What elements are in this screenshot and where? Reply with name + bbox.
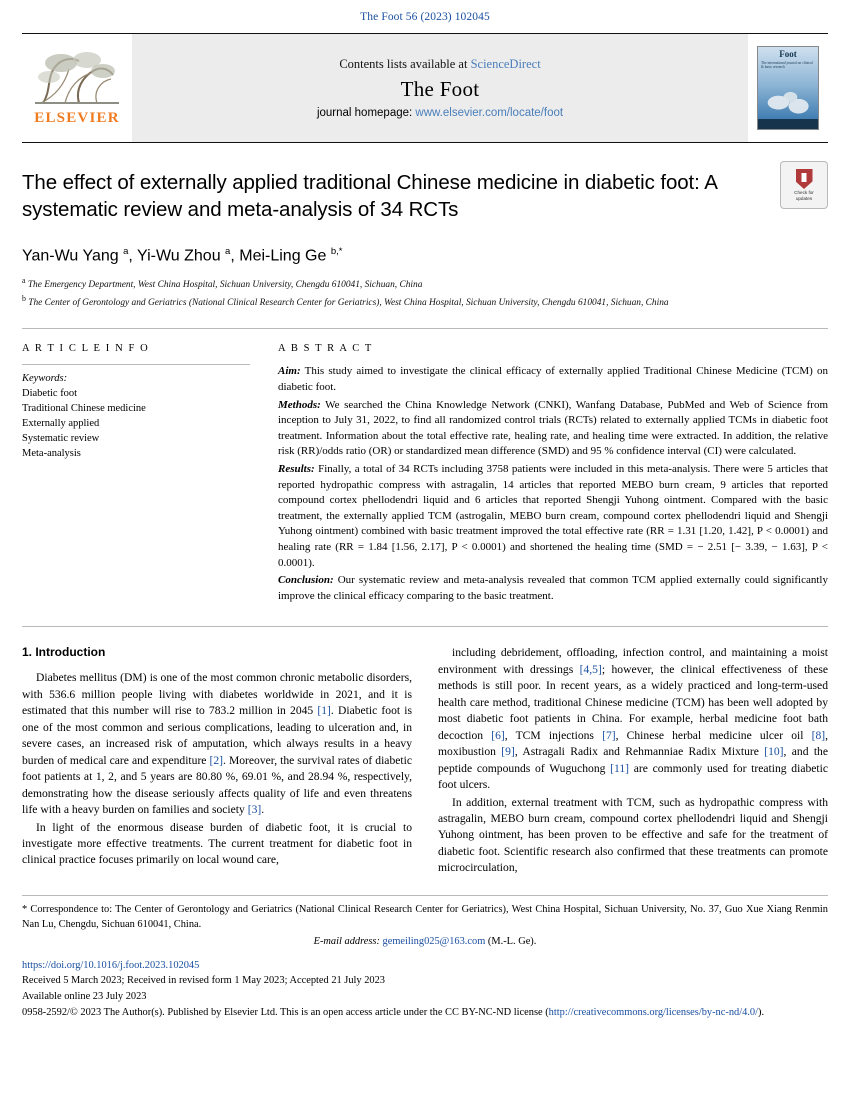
body-column-left <box>22 645 412 876</box>
crossmark-badge[interactable] <box>780 161 828 209</box>
paragraph: In light of the enormous disease burden of diabetic foot, it is crucial to investigate more effective treatments. The current treatment for diabetic foot in clinical practice focuses primarily on local wound care, <box>22 820 412 867</box>
abstract-results <box>278 462 828 571</box>
email-label: E-mail address: <box>313 935 380 947</box>
keyword-item: Externally applied <box>22 418 100 430</box>
copyright-line <box>22 1005 828 1021</box>
paragraph: including debridement, offloading, infection control, and maintaining a moist environment with dressings [4,5]; however, the clinical effectiveness of these methods is still poor. In recent years, as a widely practiced and long-term-used health care method, traditional Chinese medicine (TCM) has been well adopted by most diabetic foot patients in China. For example, herbal medicine foot bath decoction [6], TCM injections [7], Chinese herbal medicine ulcer oil [8], moxibustion [9], Astragali Radix and Rehmanniae Radix Mixture [10], and the peptide compounds of Wuguchong [11] are commonly used for treating diabetic foot ulcers. <box>438 646 829 792</box>
article-body <box>22 627 828 876</box>
crossmark-line2: updates <box>795 196 813 201</box>
abstract-methods <box>278 398 828 460</box>
abstract-methods-text: We searched the China Knowledge Network (CNKI), Wanfang Database, PubMed and Web of Science from inception to July 31, 2022, to find all randomized control trials (RCTs) related to externally applied TCMs in diabetic foot treatment. Information about the total effective rate, healing rate, and healing time were extracted. In addition, the relative risk (RR)/odds ratio (OR) or standardized mean difference (SMD) and 95 % confidence interval (CI) were calculated. <box>278 398 828 458</box>
paragraph: Diabetes mellitus (DM) is one of the most common chronic metabolic disorders, with 536.6 million people living with diabetes worldwide in 2021, and it is estimated that this number will rise to 783.2 million in 2045 [1]. Diabetic foot is one of the most common and serious complications, leading to ulceration and, in severe cases, an increased risk of amputation, which always results in a heavy burden of medical care and expenditure [2]. Moreover, the survival rates of diabetic foot patients at 1, 2, and 5 years are 80.80 %, 69.01 %, and 28.94 %, respectively, demonstrating how the disease seriously affects quality of life and even threatens life with a heavy burden on families and society [3]. <box>22 671 412 817</box>
keyword-item: Traditional Chinese medicine <box>22 403 146 415</box>
affiliation-a-text: The Emergency Department, West China Hospital, Sichuan University, Chengdu 610041, Sichuan, China <box>27 279 423 290</box>
info-abstract-region <box>22 329 828 606</box>
contents-line <box>339 57 540 72</box>
journal-cover-thumbnail <box>748 34 828 142</box>
doi-link[interactable]: https://doi.org/10.1016/j.foot.2023.102045 <box>22 960 200 972</box>
keyword-item: Meta-analysis <box>22 447 81 459</box>
history-line: Received 5 March 2023; Received in revised form 1 May 2023; Accepted 21 July 2023 <box>22 975 386 987</box>
cover-foot-xray-graphic <box>764 81 812 117</box>
affiliation-a: $^a$ The Emergency Department, West China Hospital, Sichuan University, Chengdu 610041, Sichuan, China <box>22 275 423 290</box>
abstract-results-label: Results: <box>278 462 315 475</box>
abstract-methods-label: Methods: <box>278 398 321 411</box>
homepage-prefix: journal homepage: <box>316 107 416 119</box>
paragraph: In addition, external treatment with TCM, such as hydropathic compress with astragalin, MEBO burn cream, compound cortex phellodendri liquid and Shengji Yuhong ointment, has been proven to be effective and safe for the treatment of diabetic foot. Scientific research also confirmed that these treatments can promote microcirculation, <box>438 795 828 875</box>
footnotes <box>22 902 828 1021</box>
author-list: Yan-Wu Yang $^a$, Yi-Wu Zhou $^a$, Mei-Ling Ge $^{b,*}$ <box>22 245 343 264</box>
keywords-label: Keywords: <box>22 373 68 385</box>
abstract-conclusion-label: Conclusion: <box>278 574 334 587</box>
elsevier-wordmark: ELSEVIER <box>34 110 120 126</box>
keywords-divider <box>22 364 250 365</box>
abstract-column <box>278 343 828 606</box>
abstract-results-text: Finally, a total of 34 RCTs including 3758 patients were included in this meta-analysis. There were 5 articles that reported hydropathic compress with astragalin, 14 articles that reported MEBO burn cream, 9 articles that reported compound cortex phellodendri liquid and 6 articles that reported Shengji Yuhong ointment. Compared with the basic treatment, the externally applied TCM (astrogalin, MEBO burn cream, compound cortex phellodendri liquid and Shengji Yuhong ointment) combined with basic treatment improved the total effective rate (RR = 1.31 [1.20, 1.42], P < 0.0001) and healing rate (RR = 1.84 [1.56, 2.17], P < 0.0001) and shortened the healing time (SMD = − 2.51 [− 3.39, − 1.63], P < 0.0001). <box>278 462 828 569</box>
keyword-item: Diabetic foot <box>22 388 78 400</box>
page-title: The effect of externally applied traditional Chinese medicine in diabetic foot: A systematic review and meta-analysis of 34 RCTs <box>22 171 717 222</box>
crossmark-line1: Check for <box>794 190 814 195</box>
crossmark-shield-icon <box>796 169 813 189</box>
affiliation-b-text: The Center of Gerontology and Geriatrics (National Clinical Research Center for Geriatrics), West China Hospital, Sichuan University, Chengdu 610041, Sichuan, China <box>28 297 669 308</box>
email-note <box>22 934 828 949</box>
journal-title: The Foot <box>400 77 480 101</box>
footnote-divider <box>22 895 828 896</box>
abstract-aim-text: This study aimed to investigate the clinical efficacy of externally applied Traditional Chinese Medicine (TCM) on diabetic foot. <box>278 365 828 393</box>
homepage-link[interactable]: www.elsevier.com/locate/foot <box>415 107 564 119</box>
available-online-line: Available online 23 July 2023 <box>22 990 147 1002</box>
cover-subtitle: The international journal on clinical & basic research <box>761 61 813 70</box>
elsevier-logo <box>22 34 132 142</box>
affiliations <box>22 275 828 311</box>
email-suffix: (M.-L. Ge). <box>485 935 537 947</box>
keywords-list <box>22 387 250 462</box>
email-link[interactable]: gemeiling025@163.com <box>382 935 486 947</box>
article-info-column <box>22 343 250 606</box>
masthead-center <box>132 34 748 142</box>
sciencedirect-link[interactable]: ScienceDirect <box>470 57 541 71</box>
section-heading-introduction: 1. Introduction <box>22 645 106 660</box>
copyright-pre: 0958-2592/© 2023 The Author(s). Published by Elsevier Ltd. This is an open access article under the CC BY-NC-ND license ( <box>22 1007 549 1019</box>
correspondence-note: * Correspondence to: The Center of Gerontology and Geriatrics (National Clinical Research Center for Geriatrics), West China Hospital, Sichuan University, No. 37, Guo Xue Xiang Renmin Nan Lu, Chengdu, Sichuan 610041, China. <box>22 903 828 930</box>
contents-prefix: Contents lists available at <box>339 57 471 71</box>
cover-bottom-bar <box>758 119 818 129</box>
article-info-heading: A R T I C L E I N F O <box>22 343 150 355</box>
abstract-aim-label: Aim: <box>278 365 301 378</box>
elsevier-tree-icon <box>35 47 119 109</box>
title-area <box>22 143 828 310</box>
affiliation-b: $^b$ The Center of Gerontology and Geriatrics (National Clinical Research Center for Geriatrics), West China Hospital, Sichuan University, Chengdu 610041, Sichuan, China <box>22 293 669 308</box>
abstract-aim <box>278 364 828 395</box>
cover-image <box>757 46 819 130</box>
abstract-conclusion-text: Our systematic review and meta-analysis revealed that common TCM applied externally could significantly improve the clinical efficacy comparing to the basic treatment. <box>278 574 828 602</box>
cover-title: Foot <box>779 49 797 59</box>
running-head: The Foot 56 (2023) 102045 <box>360 11 490 23</box>
license-link[interactable]: http://creativecommons.org/licenses/by-nc-nd/4.0/ <box>548 1007 758 1019</box>
journal-masthead <box>22 33 828 143</box>
keyword-item: Systematic review <box>22 433 100 445</box>
body-column-right <box>438 645 828 876</box>
abstract-conclusion <box>278 573 828 604</box>
abstract-body <box>278 364 828 604</box>
copyright-post: ). <box>757 1007 765 1019</box>
abstract-heading: A B S T R A C T <box>278 343 373 355</box>
homepage-line <box>317 107 563 119</box>
